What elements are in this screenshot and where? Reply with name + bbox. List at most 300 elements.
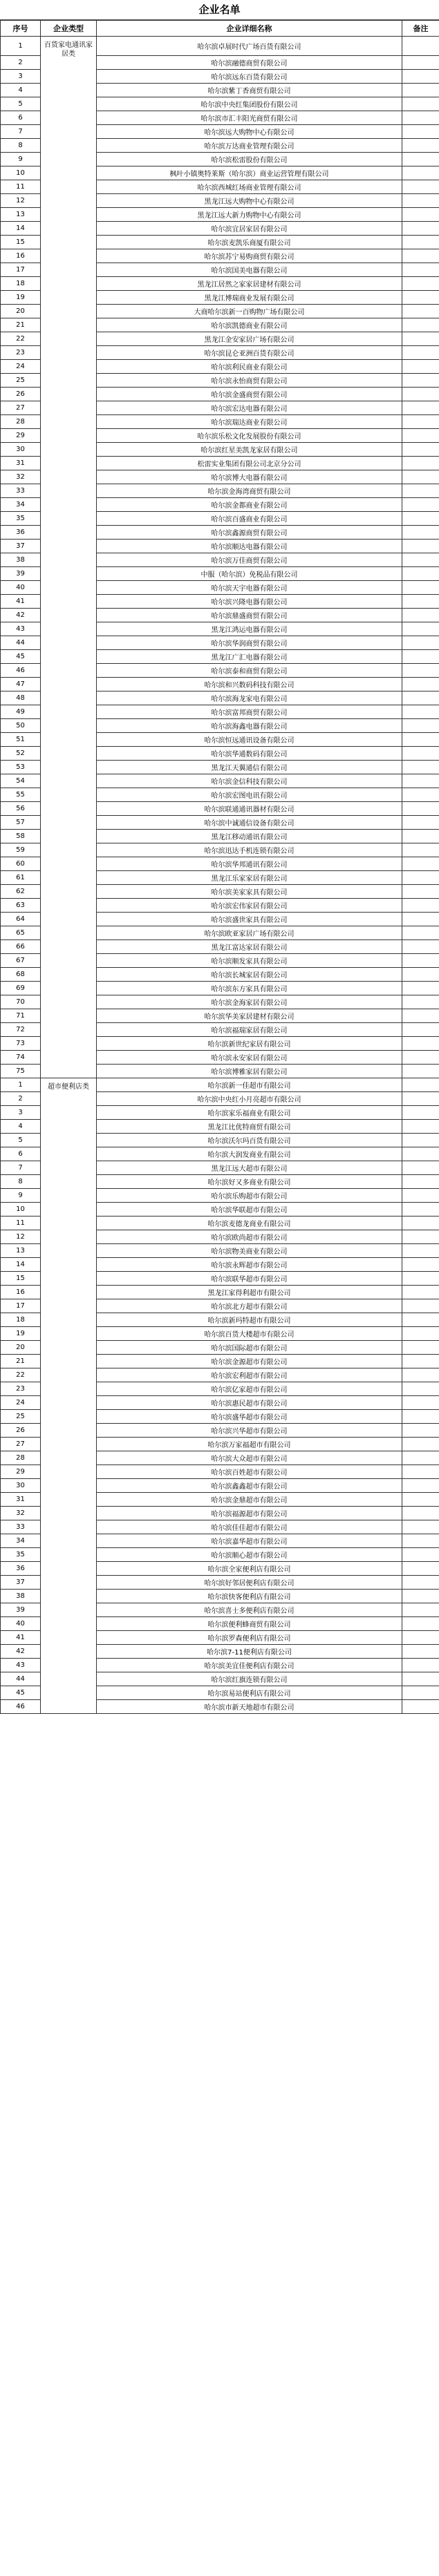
row-index: 13 xyxy=(1,1244,41,1258)
page-title: 企业名单 xyxy=(0,0,439,20)
row-index: 43 xyxy=(1,1659,41,1672)
row-index: 4 xyxy=(1,1120,41,1134)
row-index: 4 xyxy=(1,84,41,97)
row-note xyxy=(402,622,439,636)
row-note xyxy=(402,581,439,595)
row-company-name: 哈尔滨便利蜂商贸有限公司 xyxy=(97,1617,402,1631)
row-index: 19 xyxy=(1,291,41,305)
row-note xyxy=(402,747,439,761)
row-company-name: 哈尔滨鑫鑫超市有限公司 xyxy=(97,1479,402,1493)
row-company-name: 哈尔滨华邦通讯有限公司 xyxy=(97,857,402,871)
row-index: 40 xyxy=(1,1617,41,1631)
row-note xyxy=(402,277,439,291)
row-company-name: 哈尔滨鼎盛商贸有限公司 xyxy=(97,609,402,622)
row-company-name: 哈尔滨欧尚超市有限公司 xyxy=(97,1230,402,1244)
row-note xyxy=(402,857,439,871)
row-company-name: 哈尔滨万家福超市有限公司 xyxy=(97,1438,402,1451)
row-company-name: 哈尔滨乐购超市有限公司 xyxy=(97,1189,402,1203)
row-index: 17 xyxy=(1,1299,41,1313)
row-index: 45 xyxy=(1,1686,41,1700)
row-note xyxy=(402,374,439,388)
row-note xyxy=(402,1686,439,1700)
row-index: 7 xyxy=(1,125,41,139)
row-company-name: 哈尔滨惠民超市有限公司 xyxy=(97,1396,402,1410)
row-index: 23 xyxy=(1,1382,41,1396)
row-index: 62 xyxy=(1,885,41,899)
row-company-name: 哈尔滨远东百货有限公司 xyxy=(97,70,402,84)
row-note xyxy=(402,111,439,125)
row-note xyxy=(402,1065,439,1078)
row-note xyxy=(402,1175,439,1189)
row-company-name: 哈尔滨万佳商贸有限公司 xyxy=(97,553,402,567)
row-company-name: 哈尔滨联通通讯器材有限公司 xyxy=(97,802,402,816)
row-company-name: 哈尔滨7-11便利店有限公司 xyxy=(97,1645,402,1659)
row-note xyxy=(402,1507,439,1520)
row-note xyxy=(402,968,439,982)
row-company-name: 哈尔滨苏宁易购商贸有限公司 xyxy=(97,249,402,263)
row-company-name: 哈尔滨北方超市有限公司 xyxy=(97,1299,402,1313)
row-company-name: 哈尔滨快客便利店有限公司 xyxy=(97,1590,402,1603)
row-note xyxy=(402,125,439,139)
row-note xyxy=(402,332,439,346)
row-index: 16 xyxy=(1,1286,41,1299)
row-index: 38 xyxy=(1,1590,41,1603)
row-company-name: 哈尔滨新世纪家居有限公司 xyxy=(97,1037,402,1051)
row-index: 7 xyxy=(1,1161,41,1175)
row-index: 21 xyxy=(1,318,41,332)
row-index: 28 xyxy=(1,415,41,429)
row-note xyxy=(402,236,439,249)
row-index: 12 xyxy=(1,1230,41,1244)
row-company-name: 哈尔滨福瑞家居有限公司 xyxy=(97,1023,402,1037)
row-note xyxy=(402,1341,439,1355)
row-company-name: 黑龙江远大超市有限公司 xyxy=(97,1161,402,1175)
row-company-name: 哈尔滨金源超市有限公司 xyxy=(97,1355,402,1368)
row-note xyxy=(402,678,439,691)
row-note xyxy=(402,1617,439,1631)
row-note xyxy=(402,1520,439,1534)
row-note xyxy=(402,305,439,318)
row-index: 69 xyxy=(1,982,41,995)
row-note xyxy=(402,484,439,498)
row-index: 15 xyxy=(1,1272,41,1286)
row-index: 40 xyxy=(1,581,41,595)
row-note xyxy=(402,1631,439,1645)
row-company-name: 哈尔滨宏利超市有限公司 xyxy=(97,1368,402,1382)
row-company-name: 哈尔滨美宜佳便利店有限公司 xyxy=(97,1659,402,1672)
row-company-name: 哈尔滨喜士多便利店有限公司 xyxy=(97,1603,402,1617)
row-index: 36 xyxy=(1,1562,41,1576)
row-note xyxy=(402,1189,439,1203)
row-note xyxy=(402,1037,439,1051)
row-company-name: 哈尔滨兴华超市有限公司 xyxy=(97,1424,402,1438)
row-note xyxy=(402,1313,439,1327)
row-note xyxy=(402,816,439,830)
row-index: 64 xyxy=(1,913,41,926)
row-index: 28 xyxy=(1,1451,41,1465)
row-company-name: 哈尔滨顺心超市有限公司 xyxy=(97,1548,402,1562)
row-index: 20 xyxy=(1,1341,41,1355)
row-company-name: 哈尔滨联华超市有限公司 xyxy=(97,1272,402,1286)
row-company-name: 哈尔滨西城红场商业管理有限公司 xyxy=(97,180,402,194)
row-note xyxy=(402,913,439,926)
row-note xyxy=(402,733,439,747)
row-company-name: 哈尔滨松雷股份有限公司 xyxy=(97,153,402,166)
row-company-name: 哈尔滨金海家居有限公司 xyxy=(97,995,402,1009)
row-note xyxy=(402,1023,439,1037)
row-note xyxy=(402,1009,439,1023)
row-note xyxy=(402,70,439,84)
row-note xyxy=(402,1230,439,1244)
row-company-name: 黑龙江广汇电器有限公司 xyxy=(97,650,402,664)
row-company-name: 哈尔滨盛世家具有限公司 xyxy=(97,913,402,926)
row-company-name: 哈尔滨易站便利店有限公司 xyxy=(97,1686,402,1700)
row-company-name: 哈尔滨宏伟家居有限公司 xyxy=(97,899,402,913)
row-index: 21 xyxy=(1,1355,41,1368)
row-index: 1 xyxy=(1,1078,41,1092)
row-index: 43 xyxy=(1,622,41,636)
row-note xyxy=(402,360,439,374)
row-index: 10 xyxy=(1,1203,41,1217)
row-note xyxy=(402,1299,439,1313)
row-company-name: 哈尔滨海龙家电有限公司 xyxy=(97,691,402,705)
row-note xyxy=(402,1562,439,1576)
row-company-name: 哈尔滨东方家具有限公司 xyxy=(97,982,402,995)
row-index: 18 xyxy=(1,277,41,291)
row-company-name: 黑龙江远大新力购物中心有限公司 xyxy=(97,208,402,222)
row-index: 24 xyxy=(1,1396,41,1410)
row-company-name: 哈尔滨利民商业有限公司 xyxy=(97,360,402,374)
row-note xyxy=(402,982,439,995)
row-note xyxy=(402,443,439,457)
row-company-name: 黑龙江乐家家居有限公司 xyxy=(97,871,402,885)
row-company-name: 哈尔滨盛华超市有限公司 xyxy=(97,1410,402,1424)
row-note xyxy=(402,664,439,678)
row-note xyxy=(402,540,439,553)
row-index: 32 xyxy=(1,1507,41,1520)
row-index: 5 xyxy=(1,1134,41,1147)
row-note xyxy=(402,1272,439,1286)
row-company-name: 大商哈尔滨新一百购物广场有限公司 xyxy=(97,305,402,318)
row-note xyxy=(402,1645,439,1659)
row-note xyxy=(402,388,439,401)
row-index: 42 xyxy=(1,609,41,622)
row-company-name: 哈尔滨永安家居有限公司 xyxy=(97,1051,402,1065)
row-company-name: 哈尔滨金海湾商贸有限公司 xyxy=(97,484,402,498)
row-company-name: 哈尔滨新玛特超市有限公司 xyxy=(97,1313,402,1327)
row-index: 66 xyxy=(1,940,41,954)
row-index: 59 xyxy=(1,843,41,857)
row-company-name: 哈尔滨瑞达商业有限公司 xyxy=(97,415,402,429)
row-note xyxy=(402,1493,439,1507)
row-company-name: 哈尔滨欧亚家居广场有限公司 xyxy=(97,926,402,940)
row-company-name: 哈尔滨亿家超市有限公司 xyxy=(97,1382,402,1396)
table-body xyxy=(1,37,439,1714)
row-index: 14 xyxy=(1,1258,41,1272)
row-company-name: 哈尔滨百货大楼超市有限公司 xyxy=(97,1327,402,1341)
row-company-name: 哈尔滨红星美凯龙家居有限公司 xyxy=(97,443,402,457)
row-index: 67 xyxy=(1,954,41,968)
row-note xyxy=(402,1576,439,1590)
row-note xyxy=(402,84,439,97)
row-index: 30 xyxy=(1,1479,41,1493)
row-index: 34 xyxy=(1,498,41,512)
row-company-name: 黑龙江天翼通信有限公司 xyxy=(97,761,402,774)
row-index: 60 xyxy=(1,857,41,871)
row-index: 11 xyxy=(1,1217,41,1230)
row-company-name: 黑龙江比优特商贸有限公司 xyxy=(97,1120,402,1134)
row-note xyxy=(402,1134,439,1147)
row-index: 46 xyxy=(1,1700,41,1714)
row-company-name: 哈尔滨好又多商业有限公司 xyxy=(97,1175,402,1189)
row-index: 6 xyxy=(1,111,41,125)
row-note xyxy=(402,830,439,843)
row-company-name: 哈尔滨华美家居建材有限公司 xyxy=(97,1009,402,1023)
row-note xyxy=(402,1051,439,1065)
row-note xyxy=(402,1120,439,1134)
row-note xyxy=(402,1203,439,1217)
row-note xyxy=(402,691,439,705)
row-index: 30 xyxy=(1,443,41,457)
row-category: 超市便利店类 xyxy=(41,1078,97,1714)
row-index: 33 xyxy=(1,1520,41,1534)
row-index: 22 xyxy=(1,332,41,346)
row-note xyxy=(402,553,439,567)
row-company-name: 哈尔滨顺达电器有限公司 xyxy=(97,540,402,553)
row-index: 37 xyxy=(1,540,41,553)
row-note xyxy=(402,1534,439,1548)
row-note xyxy=(402,56,439,70)
row-index: 17 xyxy=(1,263,41,277)
row-index: 29 xyxy=(1,1465,41,1479)
row-company-name: 哈尔滨罗森便利店有限公司 xyxy=(97,1631,402,1645)
row-company-name: 哈尔滨沃尔玛百货有限公司 xyxy=(97,1134,402,1147)
row-index: 2 xyxy=(1,1092,41,1106)
row-company-name: 哈尔滨宜居家居有限公司 xyxy=(97,222,402,236)
row-note xyxy=(402,401,439,415)
row-company-name: 哈尔滨红旗连锁有限公司 xyxy=(97,1672,402,1686)
row-note xyxy=(402,926,439,940)
row-company-name: 黑龙江移动通讯有限公司 xyxy=(97,830,402,843)
row-note xyxy=(402,995,439,1009)
row-company-name: 哈尔滨国美电器有限公司 xyxy=(97,263,402,277)
row-index: 45 xyxy=(1,650,41,664)
row-index: 68 xyxy=(1,968,41,982)
row-index: 5 xyxy=(1,97,41,111)
row-company-name: 哈尔滨新一佳超市有限公司 xyxy=(97,1078,402,1092)
row-note xyxy=(402,318,439,332)
row-note xyxy=(402,1368,439,1382)
row-company-name: 哈尔滨大众超市有限公司 xyxy=(97,1451,402,1465)
row-note xyxy=(402,429,439,443)
row-company-name: 哈尔滨凯德商业有限公司 xyxy=(97,318,402,332)
row-note xyxy=(402,761,439,774)
row-company-name: 哈尔滨博大电器有限公司 xyxy=(97,470,402,484)
row-company-name: 哈尔滨紫丁香商贸有限公司 xyxy=(97,84,402,97)
row-index: 46 xyxy=(1,664,41,678)
row-note xyxy=(402,705,439,719)
row-note xyxy=(402,222,439,236)
row-note xyxy=(402,609,439,622)
row-company-name: 哈尔滨海鑫电器有限公司 xyxy=(97,719,402,733)
row-index: 27 xyxy=(1,401,41,415)
row-note xyxy=(402,208,439,222)
row-index: 53 xyxy=(1,761,41,774)
row-index: 9 xyxy=(1,1189,41,1203)
row-index: 22 xyxy=(1,1368,41,1382)
header-index: 序号 xyxy=(1,21,41,37)
row-index: 58 xyxy=(1,830,41,843)
row-company-name: 哈尔滨鑫源商贸有限公司 xyxy=(97,526,402,540)
row-index: 71 xyxy=(1,1009,41,1023)
row-note xyxy=(402,1217,439,1230)
row-company-name: 哈尔滨宏图电讯有限公司 xyxy=(97,788,402,802)
row-note xyxy=(402,1327,439,1341)
row-note xyxy=(402,1465,439,1479)
row-company-name: 哈尔滨家乐福商业有限公司 xyxy=(97,1106,402,1120)
row-index: 74 xyxy=(1,1051,41,1065)
row-company-name: 哈尔滨佳佳超市有限公司 xyxy=(97,1520,402,1534)
row-note xyxy=(402,885,439,899)
row-index: 10 xyxy=(1,166,41,180)
row-index: 61 xyxy=(1,871,41,885)
row-index: 55 xyxy=(1,788,41,802)
row-company-name: 哈尔滨昆仑亚洲百货有限公司 xyxy=(97,346,402,360)
row-company-name: 哈尔滨中诚通信设备有限公司 xyxy=(97,816,402,830)
row-index: 8 xyxy=(1,139,41,153)
row-company-name: 黑龙江家得利超市有限公司 xyxy=(97,1286,402,1299)
row-note xyxy=(402,1603,439,1617)
row-note xyxy=(402,788,439,802)
row-company-name: 哈尔滨乐松文化发展股份有限公司 xyxy=(97,429,402,443)
row-company-name: 哈尔滨恒远通讯设备有限公司 xyxy=(97,733,402,747)
row-note xyxy=(402,526,439,540)
header-name: 企业详细名称 xyxy=(97,21,402,37)
row-company-name: 黑龙江金安家居广场有限公司 xyxy=(97,332,402,346)
row-company-name: 哈尔滨天宇电器有限公司 xyxy=(97,581,402,595)
row-company-name: 黑龙江鸿运电器有限公司 xyxy=(97,622,402,636)
table-header-row xyxy=(1,21,439,37)
row-index: 35 xyxy=(1,1548,41,1562)
row-note xyxy=(402,1700,439,1714)
row-company-name: 哈尔滨宏达电器有限公司 xyxy=(97,401,402,415)
row-index: 2 xyxy=(1,56,41,70)
row-company-name: 哈尔滨永辉超市有限公司 xyxy=(97,1258,402,1272)
row-company-name: 哈尔滨金盛商贸有限公司 xyxy=(97,388,402,401)
row-index: 18 xyxy=(1,1313,41,1327)
row-index: 47 xyxy=(1,678,41,691)
row-note xyxy=(402,139,439,153)
row-company-name: 哈尔滨长城家居有限公司 xyxy=(97,968,402,982)
row-index: 56 xyxy=(1,802,41,816)
row-index: 44 xyxy=(1,1672,41,1686)
row-company-name: 哈尔滨百姓超市有限公司 xyxy=(97,1465,402,1479)
row-note xyxy=(402,498,439,512)
row-index: 35 xyxy=(1,512,41,526)
row-note xyxy=(402,180,439,194)
row-index: 32 xyxy=(1,470,41,484)
row-index: 26 xyxy=(1,388,41,401)
row-index: 34 xyxy=(1,1534,41,1548)
row-note xyxy=(402,263,439,277)
row-index: 57 xyxy=(1,816,41,830)
row-note xyxy=(402,512,439,526)
row-index: 36 xyxy=(1,526,41,540)
row-company-name: 哈尔滨富邦商贸有限公司 xyxy=(97,705,402,719)
row-index: 33 xyxy=(1,484,41,498)
row-company-name: 哈尔滨嘉华超市有限公司 xyxy=(97,1534,402,1548)
row-company-name: 松雷实业集团有限公司北京分公司 xyxy=(97,457,402,470)
row-note xyxy=(402,153,439,166)
row-note xyxy=(402,636,439,650)
row-company-name: 中服（哈尔滨）免税品有限公司 xyxy=(97,567,402,581)
row-index: 51 xyxy=(1,733,41,747)
row-company-name: 哈尔滨市新天地超市有限公司 xyxy=(97,1700,402,1714)
row-company-name: 哈尔滨融德商贸有限公司 xyxy=(97,56,402,70)
row-note xyxy=(402,1672,439,1686)
row-index: 70 xyxy=(1,995,41,1009)
row-note xyxy=(402,470,439,484)
row-note xyxy=(402,166,439,180)
row-index: 20 xyxy=(1,305,41,318)
row-note xyxy=(402,774,439,788)
row-index: 3 xyxy=(1,1106,41,1120)
row-note xyxy=(402,719,439,733)
row-index: 41 xyxy=(1,1631,41,1645)
row-note xyxy=(402,1451,439,1465)
row-note xyxy=(402,1258,439,1272)
enterprise-table xyxy=(0,20,439,1714)
row-note xyxy=(402,954,439,968)
row-note xyxy=(402,291,439,305)
row-note xyxy=(402,871,439,885)
row-note xyxy=(402,1396,439,1410)
row-index: 38 xyxy=(1,553,41,567)
row-company-name: 哈尔滨迅达手机连锁有限公司 xyxy=(97,843,402,857)
row-note xyxy=(402,1590,439,1603)
row-index: 54 xyxy=(1,774,41,788)
row-index: 3 xyxy=(1,70,41,84)
row-index: 50 xyxy=(1,719,41,733)
row-note xyxy=(402,1078,439,1092)
row-index: 27 xyxy=(1,1438,41,1451)
row-index: 75 xyxy=(1,1065,41,1078)
row-company-name: 哈尔滨国际超市有限公司 xyxy=(97,1341,402,1355)
row-index: 65 xyxy=(1,926,41,940)
table-row xyxy=(1,1078,439,1092)
row-company-name: 哈尔滨百盛商业有限公司 xyxy=(97,512,402,526)
row-note xyxy=(402,1355,439,1368)
row-company-name: 黑龙江居然之家家居建材有限公司 xyxy=(97,277,402,291)
row-note xyxy=(402,940,439,954)
table-row xyxy=(1,37,439,56)
row-company-name: 哈尔滨卓展时代广场百货有限公司 xyxy=(97,37,402,56)
row-index: 49 xyxy=(1,705,41,719)
row-note xyxy=(402,1106,439,1120)
row-company-name: 哈尔滨兴隆电器有限公司 xyxy=(97,595,402,609)
row-index: 24 xyxy=(1,360,41,374)
row-note xyxy=(402,194,439,208)
row-index: 15 xyxy=(1,236,41,249)
row-note xyxy=(402,1548,439,1562)
row-index: 26 xyxy=(1,1424,41,1438)
row-company-name: 哈尔滨中央红集团股份有限公司 xyxy=(97,97,402,111)
row-company-name: 哈尔滨万达商业管理有限公司 xyxy=(97,139,402,153)
row-note xyxy=(402,802,439,816)
row-note xyxy=(402,650,439,664)
row-note xyxy=(402,595,439,609)
row-note xyxy=(402,37,439,56)
